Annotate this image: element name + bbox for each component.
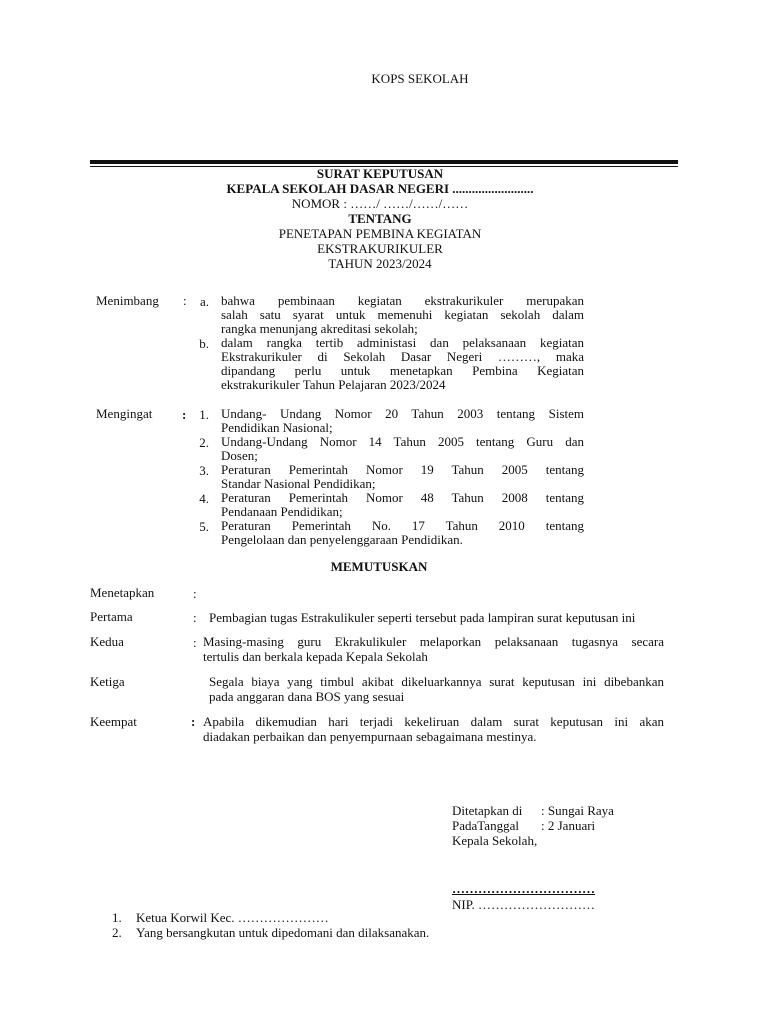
mengingat-5-line-1: Peraturan Pemerintah No. 17 Tahun 2010 tentang	[221, 518, 584, 533]
keempat-colon: :	[191, 714, 196, 729]
menimbang-label: Menimbang	[96, 293, 159, 308]
ketiga-line-1: Segala biaya yang timbul akibat dikeluarkannya surat keputusan ini dibebankan	[209, 674, 664, 689]
keempat-text	[203, 714, 664, 729]
mengingat-2-line-1: Undang-Undang Nomor 14 Tahun 2005 tentang Guru dan	[221, 434, 584, 449]
menetapkan-label: Menetapkan	[90, 585, 155, 600]
header-rule-thick	[90, 160, 678, 164]
mengingat-4-line-1: Peraturan Pemerintah Nomor 48 Tahun 2008 tentang	[221, 490, 584, 505]
mengingat-item-2	[221, 435, 584, 463]
title-surat-keputusan: SURAT KEPUTUSAN	[316, 166, 444, 181]
menimbang-a-line-3: rangka menunjang akreditasi sekolah;	[221, 321, 418, 336]
menimbang-mark-b: b.	[199, 336, 209, 351]
title-subject-1: PENETAPAN PEMBINA KEGIATAN	[278, 226, 482, 241]
memutuskan-heading: MEMUTUSKAN	[330, 559, 428, 574]
mengingat-2-line-2: Dosen;	[221, 448, 258, 463]
title-tentang: TENTANG	[348, 211, 412, 226]
menimbang-item-a	[221, 294, 584, 336]
title-nomor: NOMOR : ……/ ……/……/……	[291, 196, 469, 211]
mengingat-5-line-2: Pengelolaan dan penyelenggaraan Pendidikan.	[221, 532, 463, 547]
menimbang-mark-a: a.	[199, 294, 209, 309]
pertama-text: Pembagian tugas Estrakulikuler seperti tersebut pada lampiran surat keputusan ini	[209, 610, 636, 625]
tembusan-mark-2: 2.	[112, 925, 122, 940]
tanggal-value: : 2 Januari	[541, 818, 596, 833]
mengingat-label: Mengingat	[96, 406, 153, 421]
mengingat-mark-1: 1.	[199, 407, 209, 422]
kepala-sekolah-title: Kepala Sekolah,	[452, 833, 538, 848]
title-year: TAHUN 2023/2024	[328, 256, 432, 271]
menimbang-b-line-3: dipandang perlu untuk menetapkan Pembina Kegiatan	[221, 363, 584, 378]
mengingat-3-line-2: Standar Nasional Pendidikan;	[221, 476, 376, 491]
tembusan-item-2: Yang bersangkutan untuk dipedomani dan dilaksanakan.	[136, 925, 430, 940]
mengingat-mark-2: 2.	[199, 435, 209, 450]
tanggal-label: PadaTanggal	[452, 818, 519, 833]
menimbang-a-line-2: salah satu syarat untuk memenuhi kegiatan sekolah dalam	[221, 307, 584, 322]
menetapkan-colon: :	[193, 586, 197, 601]
kedua-text-2	[203, 649, 664, 664]
mengingat-4-line-2: Pendanaan Pendidikan;	[221, 504, 343, 519]
mengingat-item-5	[221, 519, 584, 547]
pertama-colon: :	[193, 610, 197, 625]
title-subject-2: EKSTRAKURIKULER	[317, 241, 443, 256]
keempat-line-2: diadakan perbaikan dan penyempurnaan sebagaimana mestinya.	[203, 729, 537, 744]
menimbang-item-b	[221, 336, 584, 392]
mengingat-1-line-1: Undang- Undang Nomor 20 Tahun 2003 tentang Sistem	[221, 406, 584, 421]
ditetapkan-label: Ditetapkan di	[452, 803, 523, 818]
kedua-line-1: Masing-masing guru Ekrakulikuler melaporkan pelaksanaan tugasnya secara	[203, 634, 664, 649]
menimbang-b-line-1: dalam rangka tertib administasi dan pelaksanaan kegiatan	[221, 335, 584, 350]
kedua-line-2: tertulis dan berkala kepada Kepala Sekolah	[203, 649, 428, 664]
mengingat-colon: :	[182, 407, 187, 422]
menimbang-b-line-4: ekstrakurikuler Tahun Pelajaran 2023/2024	[221, 377, 446, 392]
keempat-line-1: Apabila dikemudian hari terjadi kekeliruan dalam surat keputusan ini akan	[203, 714, 664, 729]
mengingat-mark-5: 5.	[199, 519, 209, 534]
signature-name-line: ……………………………	[452, 881, 595, 896]
menimbang-a-line-1: bahwa pembinaan kegiatan ekstrakurikuler merupakan	[221, 293, 584, 308]
mengingat-1-line-2: Pendidikan Nasional;	[221, 420, 333, 435]
menimbang-colon: :	[183, 293, 187, 308]
ditetapkan-value: : Sungai Raya	[541, 803, 614, 818]
kedua-text	[203, 634, 664, 649]
mengingat-mark-4: 4.	[199, 491, 209, 506]
tembusan-item-1: Ketua Korwil Kec. …………………	[136, 910, 329, 925]
mengingat-3-line-1: Peraturan Pemerintah Nomor 19 Tahun 2005 tentang	[221, 462, 584, 477]
tembusan-mark-1: 1.	[112, 910, 122, 925]
pertama-label: Pertama	[90, 609, 133, 624]
ketiga-line-2: pada anggaran dana BOS yang sesuai	[209, 689, 405, 704]
ketiga-text	[209, 674, 664, 704]
mengingat-item-4	[221, 491, 584, 519]
keempat-label: Keempat	[90, 714, 137, 729]
mengingat-item-3	[221, 463, 584, 491]
kedua-colon: :	[193, 635, 197, 650]
mengingat-item-1	[221, 407, 584, 435]
mengingat-mark-3: 3.	[199, 463, 209, 478]
menimbang-b-line-2: Ekstrakurikuler di Sekolah Dasar Negeri ………, maka	[221, 349, 584, 364]
kedua-label: Kedua	[90, 634, 124, 649]
title-kepala-sekolah: KEPALA SEKOLAH DASAR NEGERI .........................	[226, 181, 534, 196]
nip: NIP. ………………………	[452, 897, 596, 912]
kop-sekolah: KOPS SEKOLAH	[371, 71, 469, 86]
keempat-text-2	[203, 729, 664, 744]
title-block	[180, 166, 580, 271]
ketiga-label: Ketiga	[90, 674, 125, 689]
